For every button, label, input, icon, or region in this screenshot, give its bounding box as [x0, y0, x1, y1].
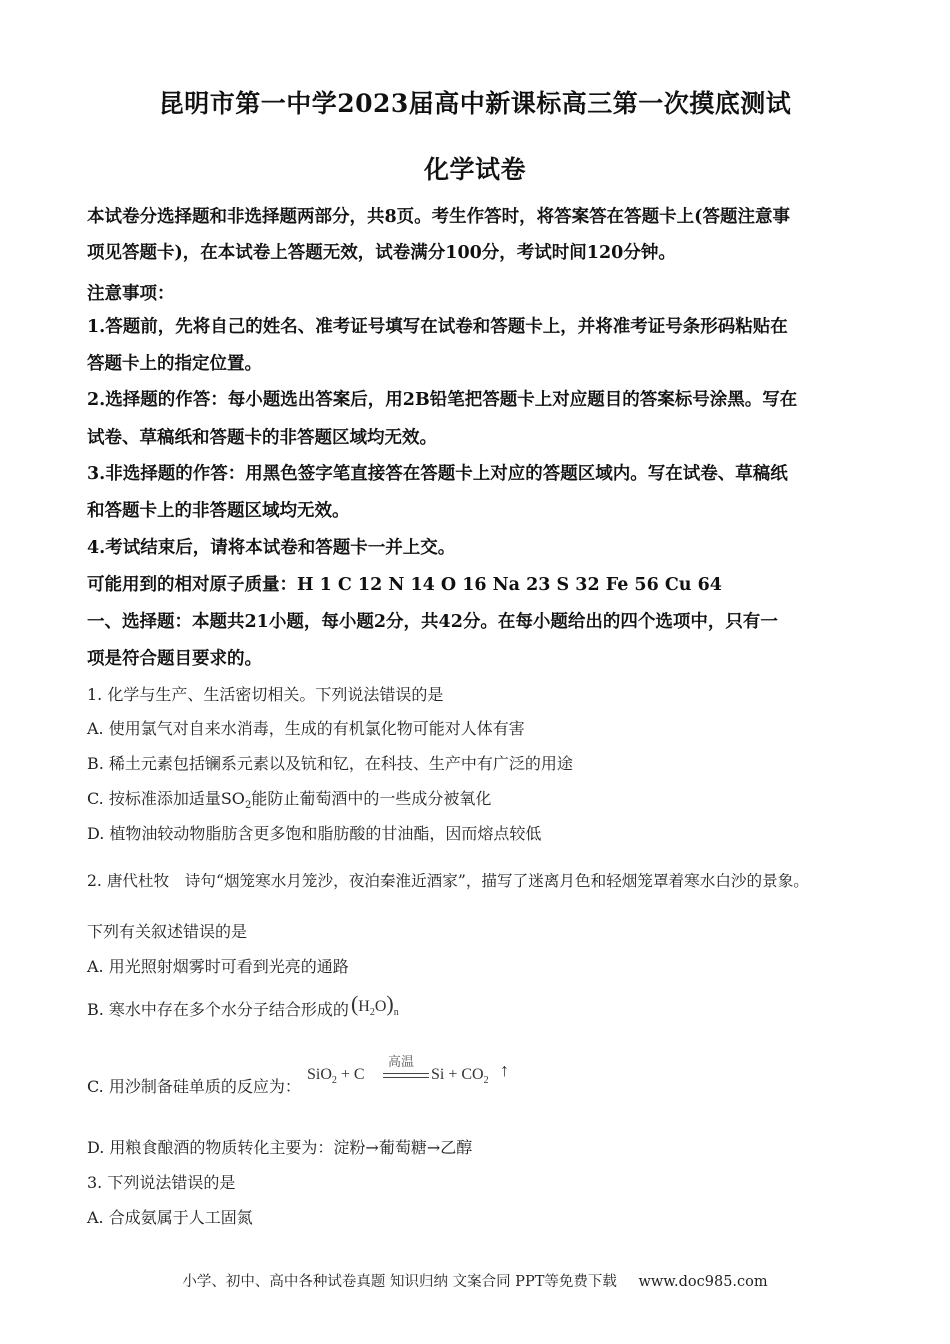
- question-1-option-b: B. 稀土元素包括镧系元素以及钪和钇，在科技、生产中有广泛的用途: [87, 754, 573, 773]
- atomic-masses: 可能用到的相对原子质量：H 1 C 12 N 14 O 16 Na 23 S 32 Fe 56 Cu 64: [87, 575, 722, 595]
- water-cluster-formula: $(H_2O)_n$: [350, 991, 399, 1018]
- page-footer: [0, 1270, 950, 1291]
- question-2-option-c: C. 用沙制备硅单质的反应为：: [87, 1077, 301, 1096]
- note-item: 4.考试结束后，请将本试卷和答题卡一并上交。: [87, 538, 456, 558]
- gas-arrow: ↑: [500, 1060, 509, 1080]
- intro-line-2: 项见答题卡)，在本试卷上答题无效，试卷满分100分，考试时间120分钟。: [87, 243, 676, 263]
- note-item: 试卷、草稿纸和答题卡的非答题区域均无效。: [87, 428, 437, 448]
- question-2-option-d: D. 用粮食酿酒的物质转化主要为：淀粉→葡萄糖→乙醇: [87, 1138, 473, 1157]
- note-item: 和答题卡上的非答题区域均无效。: [87, 501, 350, 521]
- note-item: 2.选择题的作答：每小题选出答案后，用2B铅笔把答题卡上对应题目的答案标号涂黑。写在: [87, 390, 798, 410]
- question-3-option-a: A. 合成氨属于人工固氮: [87, 1208, 253, 1227]
- reaction-condition: 高温: [388, 1054, 415, 1069]
- reactants: SiO$_2$ + C: [307, 1066, 365, 1086]
- question-1-stem: 1. 化学与生产、生活密切相关。下列说法错误的是: [87, 685, 444, 704]
- equation-bar: [383, 1073, 429, 1074]
- note-item: 3.非选择题的作答：用黑色签字笔直接答在答题卡上对应的答题区域内。写在试卷、草稿纸: [87, 464, 788, 484]
- footer-text: 小学、初中、高中各种试卷真题 知识归纳 文案合同 PPT等免费下载: [182, 1274, 617, 1290]
- note-item: 答题卡上的指定位置。: [87, 354, 262, 374]
- question-1-option-a: A. 使用氯气对自来水消毒，生成的有机氯化物可能对人体有害: [87, 719, 525, 738]
- question-1-option-c: C. 按标准添加适量$SO_2$能防止葡萄酒中的一些成分被氧化: [87, 789, 492, 811]
- page-subtitle: 化学试卷: [423, 155, 526, 184]
- page-title: 昆明市第一中学2023届高中新课标高三第一次摸底测试: [158, 89, 792, 118]
- question-2-stem-cont: 下列有关叙述错误的是: [87, 922, 248, 941]
- intro-line-1: 本试卷分选择题和非选择题两部分，共8页。考生作答时，将答案答在答题卡上(答题注意事: [87, 207, 790, 227]
- equation-bar: [383, 1077, 429, 1078]
- note-item: 1.答题前，先将自己的姓名、准考证号填写在试卷和答题卡上，并将准考证号条形码粘贴在: [87, 317, 788, 337]
- footer-site-link[interactable]: www.doc985.com: [638, 1274, 768, 1290]
- notes-heading: 注意事项：: [87, 284, 175, 304]
- question-2-option-b: B. 寒水中存在多个水分子结合形成的$(H_2O)_n$: [87, 991, 399, 1019]
- section-heading: 一、选择题：本题共21小题，每小题2分，共42分。在每小题给出的四个选项中，只有一: [87, 612, 778, 632]
- question-3-stem: 3. 下列说法错误的是: [87, 1173, 236, 1192]
- products: $Si + CO_2$: [431, 1066, 489, 1086]
- question-2-stem: 2. 唐代杜牧 诗句“烟笼寒水月笼沙，夜泊秦淮近酒家”，描写了迷离月色和轻烟笼罩着寒水白沙的景象。: [87, 872, 809, 890]
- section-heading-cont: 项是符合题目要求的。: [87, 649, 262, 669]
- question-2-option-a: A. 用光照射烟雾时可看到光亮的通路: [87, 957, 349, 976]
- question-1-option-d: D. 植物油较动物脂肪含更多饱和脂肪酸的甘油酯，因而熔点较低: [87, 824, 542, 843]
